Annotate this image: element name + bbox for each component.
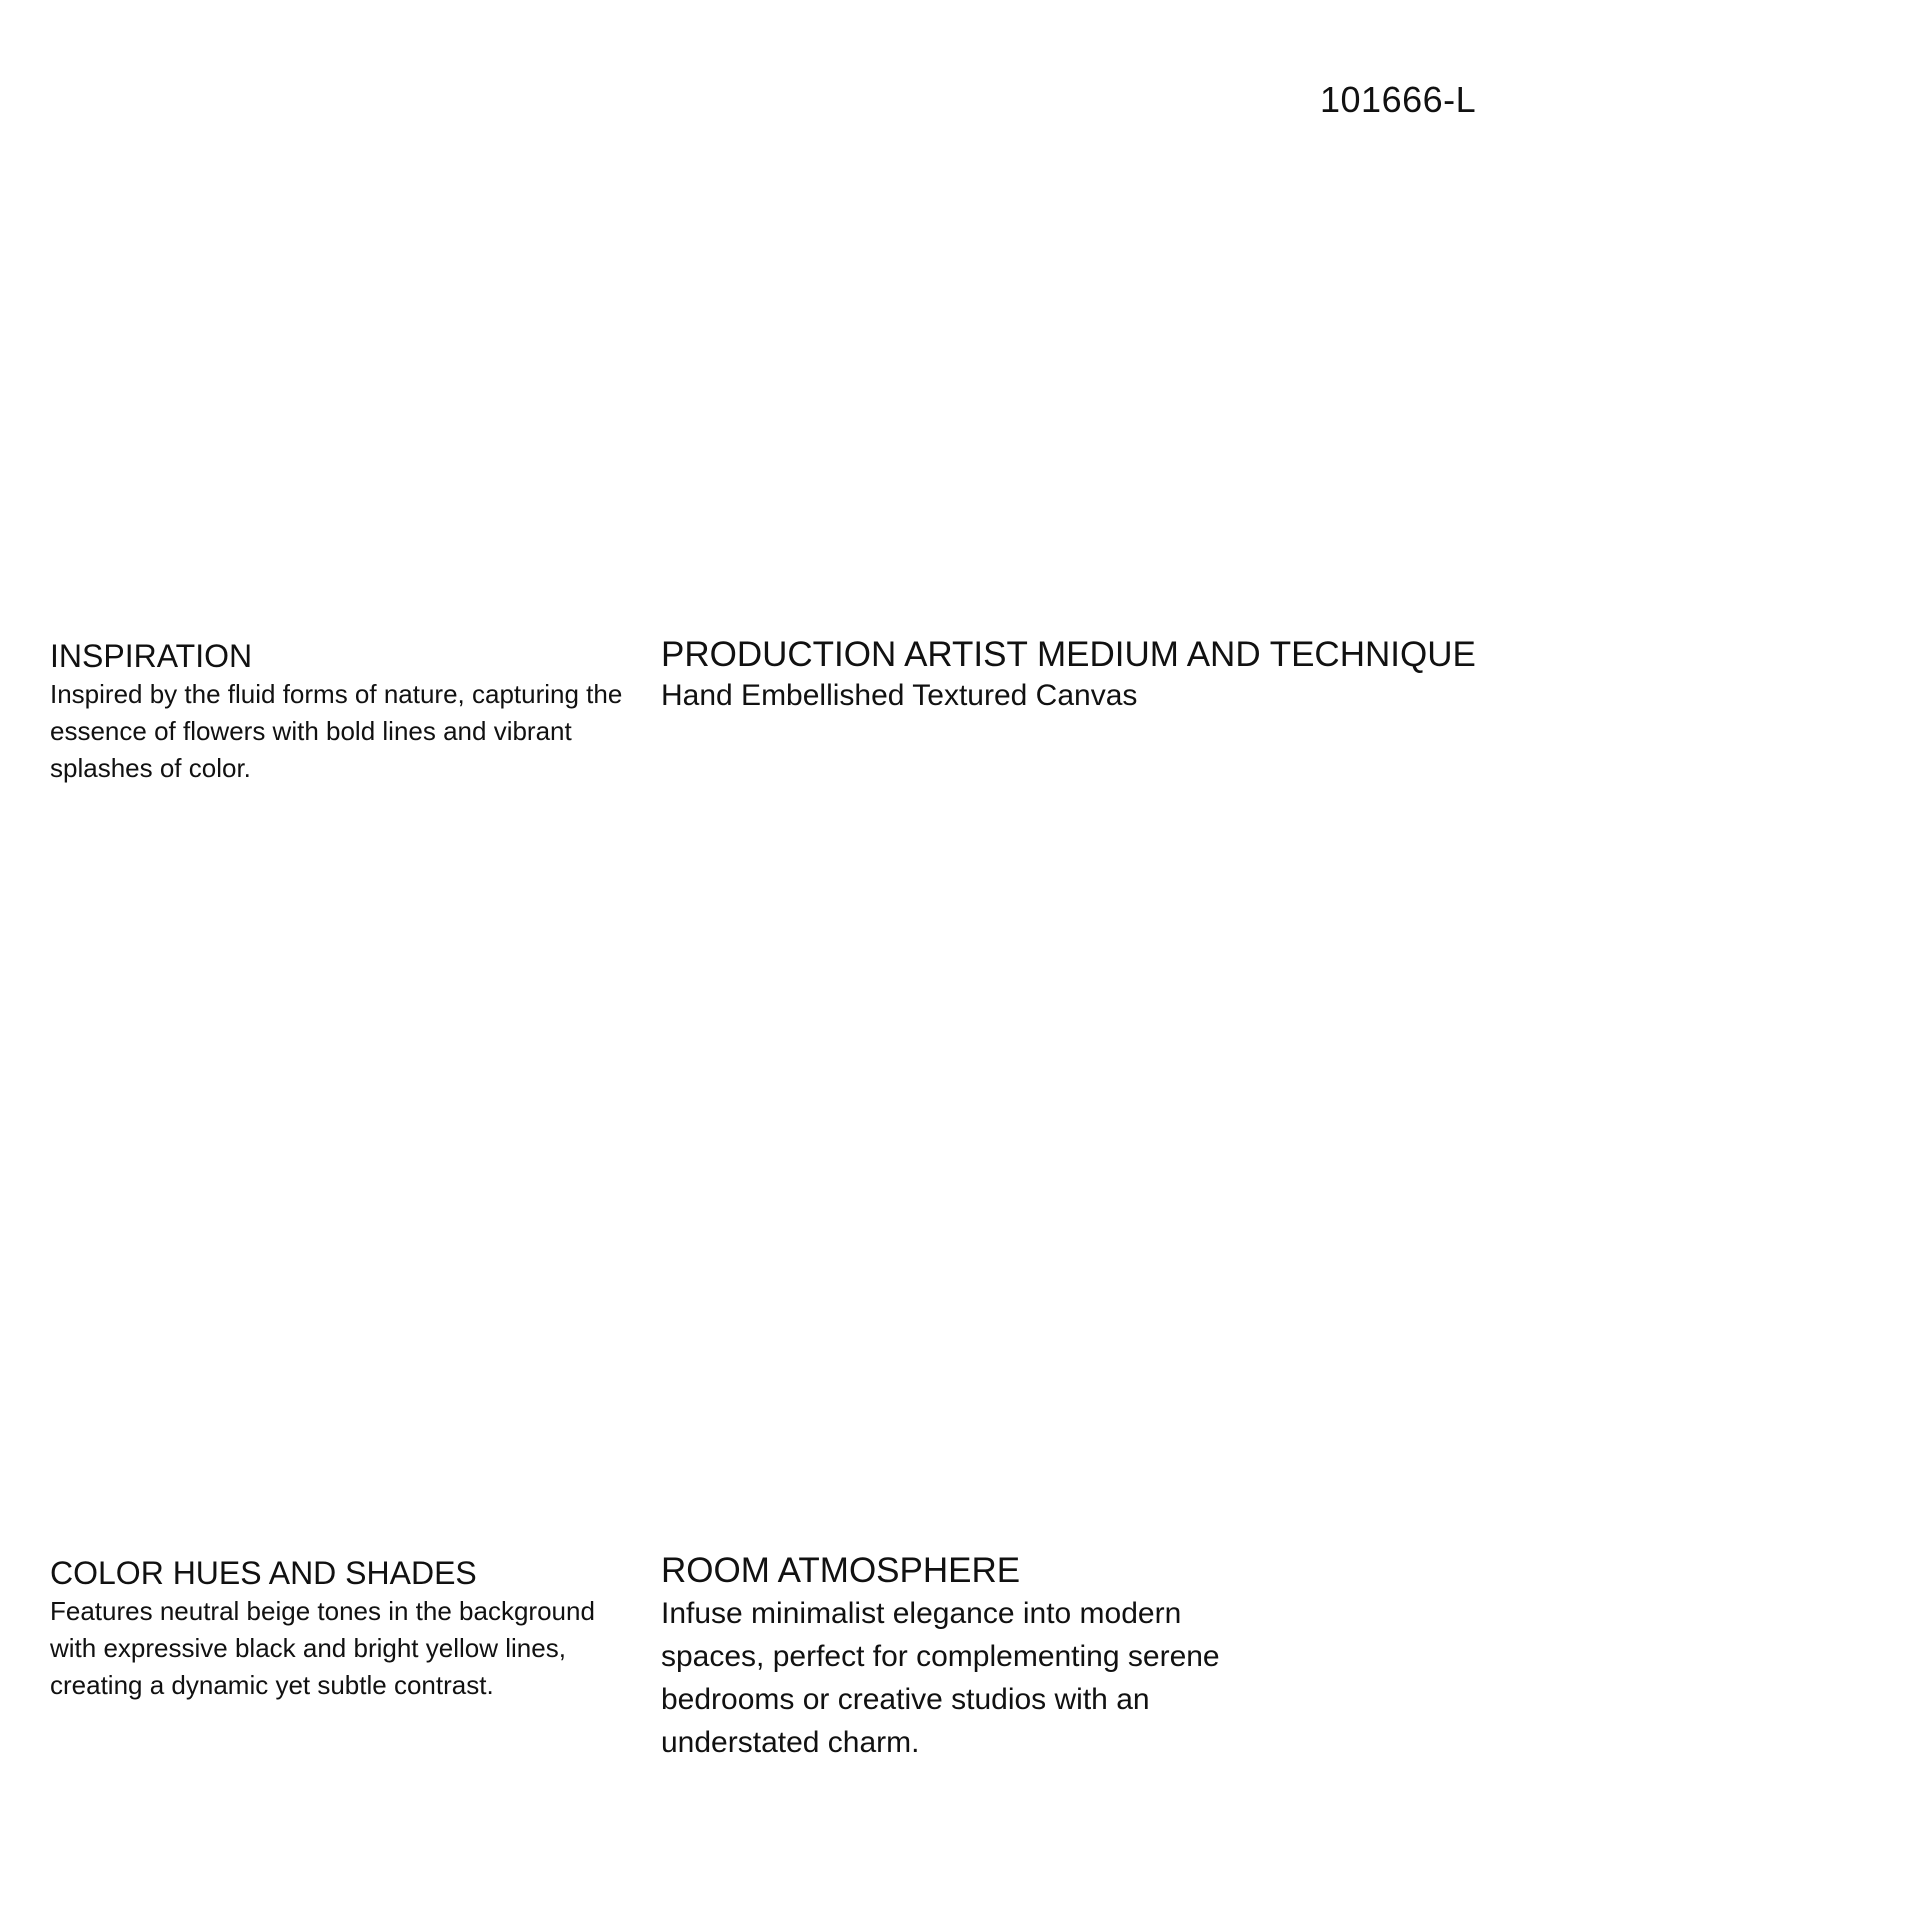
section-heading-inspiration: INSPIRATION [50, 638, 253, 674]
product-sku: 101666-L [1320, 79, 1477, 120]
section-body-inspiration: Inspired by the fluid forms of nature, capturing the essence of flowers with bold lines and vibrant splashes of color. [50, 679, 623, 783]
section-inspiration [50, 636, 630, 787]
section-body-room-atmosphere: Infuse minimalist elegance into modern spaces, perfect for complementing serene bedrooms or creative studios with an understated charm. [661, 1597, 1220, 1759]
section-body-color-hues: Features neutral beige tones in the background with expressive black and bright yellow lines, creating a dynamic yet subtle contrast. [50, 1596, 595, 1700]
section-heading-medium-technique: PRODUCTION ARTIST MEDIUM AND TECHNIQUE [661, 635, 1476, 674]
section-medium-technique [661, 634, 1561, 716]
section-color-hues [50, 1553, 630, 1704]
section-heading-color-hues: COLOR HUES AND SHADES [50, 1555, 477, 1591]
section-room-atmosphere [661, 1550, 1241, 1764]
section-heading-room-atmosphere: ROOM ATMOSPHERE [661, 1551, 1021, 1590]
section-body-medium-technique: Hand Embellished Textured Canvas [661, 679, 1138, 712]
